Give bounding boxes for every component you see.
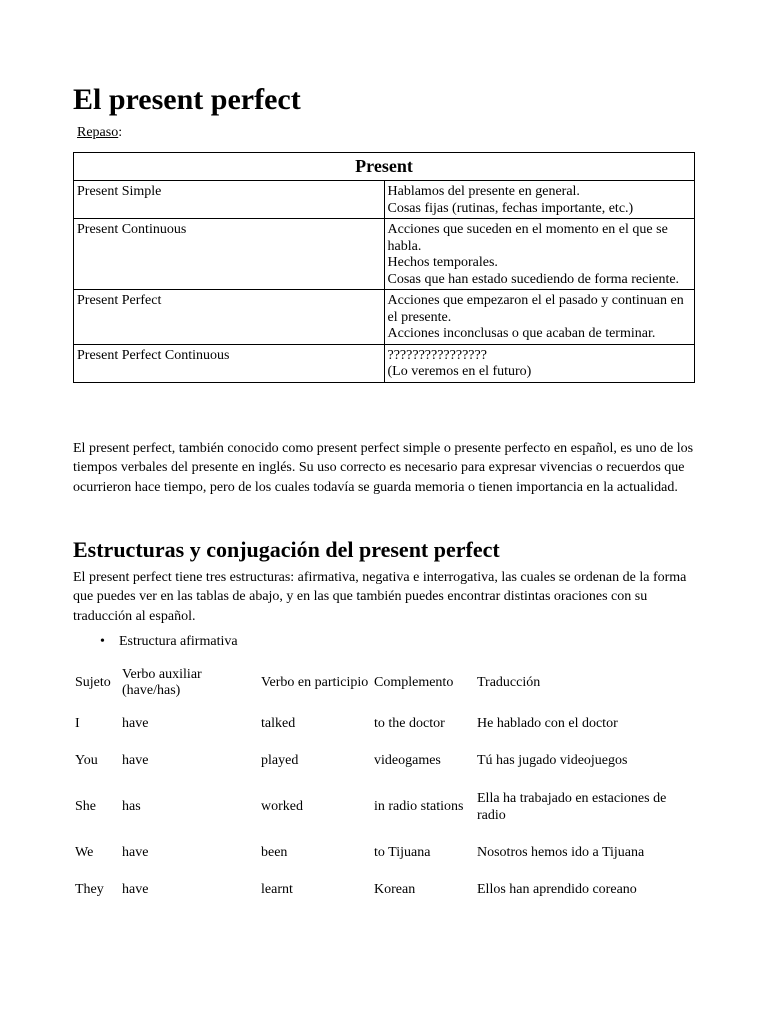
- translation-cell: Tú has jugado videojuegos: [477, 753, 628, 769]
- subject-cell: She: [75, 799, 96, 815]
- translation-cell: Ella ha trabajado en estaciones de radio: [477, 791, 667, 823]
- column-header: Traducción: [477, 674, 541, 690]
- repaso-suffix: :: [118, 125, 123, 140]
- repaso-link[interactable]: Repaso: [77, 125, 119, 140]
- subject-cell: You: [75, 753, 98, 769]
- table-row: [73, 835, 692, 872]
- tense-name: Present Perfect Continuous: [74, 344, 385, 382]
- tense-description: Acciones que empezaron el el pasado y continuan en el presente. Acciones inconclusas o que acaban de terminar.: [384, 290, 695, 345]
- table-row: [73, 706, 692, 743]
- page-title: El present perfect: [73, 83, 301, 116]
- tense-description: Hablamos del presente en general. Cosas fijas (rutinas, fechas importante, etc.): [384, 181, 695, 219]
- column-header: Sujeto: [75, 674, 111, 690]
- auxiliary-cell: has: [122, 799, 141, 815]
- conjugation-table: [73, 660, 692, 909]
- translation-cell: He hablado con el doctor: [477, 716, 618, 732]
- participle-cell: talked: [261, 716, 296, 732]
- auxiliary-cell: have: [122, 882, 149, 898]
- list-item: [73, 634, 238, 651]
- bullet-label: Estructura afirmativa: [119, 634, 238, 649]
- subject-cell: I: [75, 716, 80, 732]
- bullet-icon: •: [100, 634, 105, 649]
- table-row: [73, 872, 692, 909]
- auxiliary-cell: have: [122, 753, 149, 769]
- column-header: Verbo auxiliar (have/has): [122, 666, 202, 698]
- table-row: [74, 344, 695, 382]
- participle-cell: been: [261, 845, 288, 861]
- translation-cell: Ellos han aprendido coreano: [477, 882, 637, 898]
- column-header: Complemento: [374, 674, 454, 690]
- subject-cell: They: [75, 882, 104, 898]
- participle-cell: learnt: [261, 882, 293, 898]
- tense-name: Present Perfect: [74, 290, 385, 345]
- table-header-row: [73, 660, 692, 706]
- bullet-list: [73, 634, 238, 651]
- auxiliary-cell: have: [122, 845, 149, 861]
- column-header: Verbo en participio: [261, 674, 369, 690]
- participle-cell: played: [261, 753, 299, 769]
- repaso-line: [77, 125, 122, 142]
- table-row: [73, 743, 692, 780]
- section-heading: Estructuras y conjugación del present perfect: [73, 537, 500, 562]
- table-row: [74, 181, 695, 219]
- tense-name: Present Simple: [74, 181, 385, 219]
- table-row: [74, 219, 695, 290]
- present-table-header: Present: [74, 153, 695, 181]
- intro-paragraph: El present perfect, también conocido como present perfect simple o presente perfecto en español, es uno de los tiempos verbales del presente en inglés. Su uso correcto es necesario para expresar vivencias o recuerdos que ocurrieron hace tiempo, pero de los cuales todavía se guarda memoria o tienen importancia en la actualidad.: [73, 441, 694, 495]
- section-paragraph: El present perfect tiene tres estructuras: afirmativa, negativa e interrogativa, las cuales se ordenan de la forma que puedes ver en las tablas de abajo, y en las que también puedes encontrar distintas oraciones con su traducción al español.: [73, 570, 687, 624]
- complement-cell: Korean: [374, 882, 416, 898]
- tense-description: Acciones que suceden en el momento en el que se habla. Hechos temporales. Cosas que han estado sucediendo de forma reciente.: [384, 219, 695, 290]
- complement-cell: in radio stations: [374, 799, 464, 815]
- participle-cell: worked: [261, 799, 303, 815]
- auxiliary-cell: have: [122, 716, 149, 732]
- present-tenses-table: [73, 152, 695, 383]
- translation-cell: Nosotros hemos ido a Tijuana: [477, 845, 645, 861]
- subject-cell: We: [75, 845, 94, 861]
- complement-cell: videogames: [374, 753, 441, 769]
- tense-description: ???????????????? (Lo veremos en el futuro): [384, 344, 695, 382]
- table-row: [74, 290, 695, 345]
- tense-name: Present Continuous: [74, 219, 385, 290]
- complement-cell: to the doctor: [374, 716, 445, 732]
- complement-cell: to Tijuana: [374, 845, 431, 861]
- table-row: [73, 780, 692, 835]
